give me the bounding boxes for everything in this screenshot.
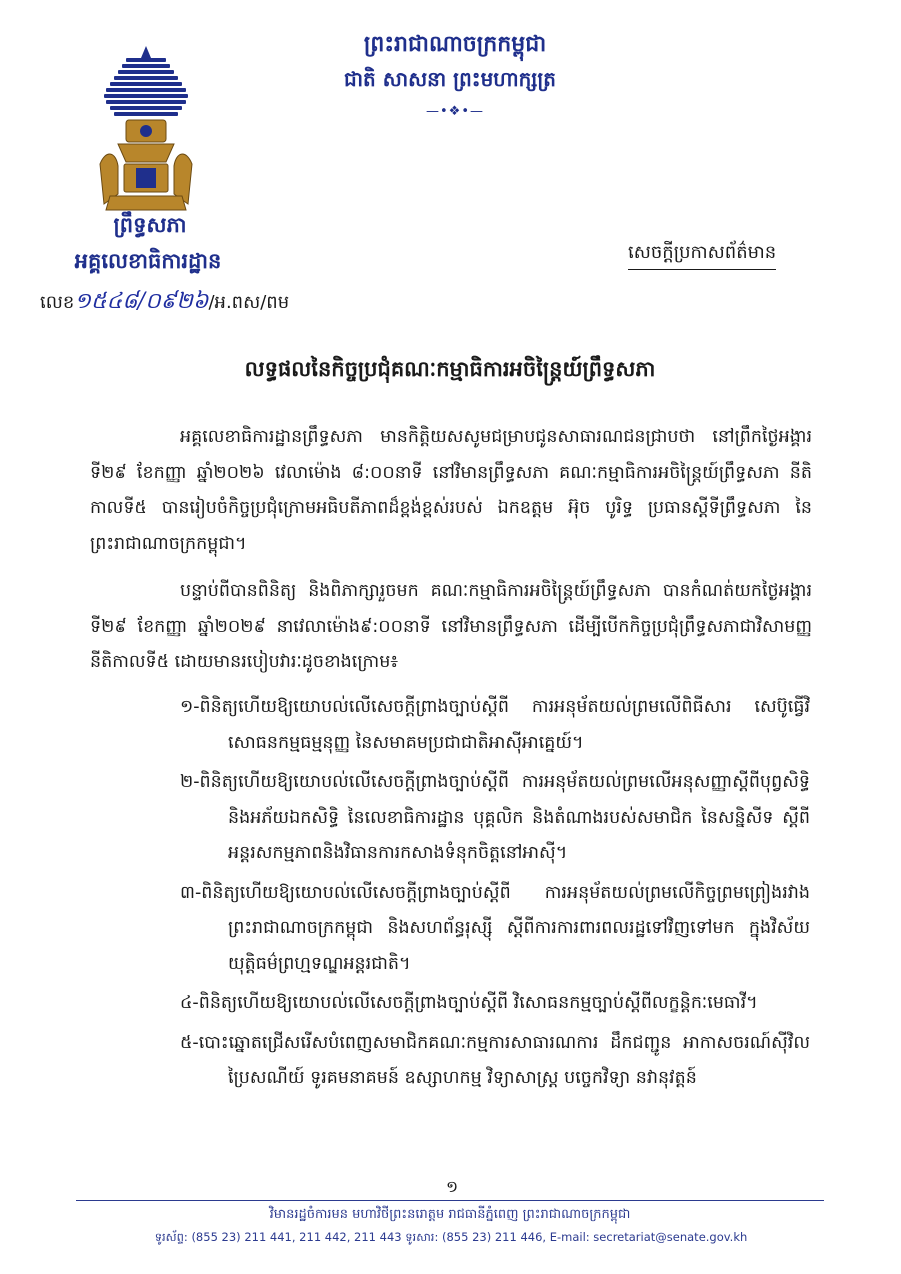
document-title: លទ្ធផលនៃកិច្ចប្រជុំគណៈកម្មាធិការអចិន្ត្រៃយ៍ព្រឹទ្ធសភា xyxy=(244,357,656,381)
agenda-list xyxy=(180,690,810,1101)
footer-divider xyxy=(76,1200,824,1201)
agenda-item: ២-ពិនិត្យហើយឱ្យយោបល់លើសេចក្តីព្រាងច្បាប់ស្តីពី ការអនុម័តយល់ព្រមលើអនុសញ្ញាស្តីពីបុព្វសិទ្ធិ និងអភ័យឯកសិទ្ធិ នៃលេខាធិការដ្ឋាន បុគ្គលិក និងតំណាងរបស់សមាជិក នៃសន្និសីទ ស្តីពីអន្តរសកម្មភាពនិងវិធានការកសាងទំនុកចិត្តនៅអាស៊ី។ xyxy=(180,772,810,863)
ref-prefix: លេខ xyxy=(40,292,75,313)
org-department: អគ្គលេខាធិការដ្ឋាន xyxy=(74,249,222,273)
body-paragraph: បន្ទាប់ពីបានពិនិត្យ និងពិភាក្សារួចមក គណៈកម្មាធិការអចិន្ត្រៃយ៍ព្រឹទ្ធសភា បានកំណត់យកថ្ងៃអង្គារ ទី២៩ ខែកញ្ញា ឆ្នាំ២០២៩ នាវេលាម៉ោង៩:០០នាទី នៅវិមានព្រឹទ្ធសភា ដើម្បីបើកកិច្ចប្រជុំព្រឹទ្ធសភាជាវិសាមញ្ញ នីតិកាលទី៥ ដោយមានរបៀបវារៈដូចខាងក្រោម៖ xyxy=(90,581,812,672)
reference-number xyxy=(40,287,289,319)
body-paragraph: អគ្គលេខាធិការដ្ឋានព្រឹទ្ធសភា មានកិត្តិយសសូមជម្រាបជូនសាធារណជនជ្រាបថា នៅព្រឹកថ្ងៃអង្គារ ទី២៩ ខែកញ្ញា ឆ្នាំ២០២៦ វេលាម៉ោង ៨:០០នាទី នៅវិមានព្រឹទ្ធសភា គណៈកម្មាធិការអចិន្ត្រៃយ៍ព្រឹទ្ធសភា នីតិកាលទី៥ បានរៀបចំកិច្ចប្រជុំក្រោមអធិបតីភាពដ៏ខ្ពង់ខ្ពស់របស់ ឯកឧត្តម អ៊ុច បូរិទ្ធ ប្រធានស្តីទីព្រឹទ្ធសភា នៃព្រះរាជាណាចក្រកម្ពុជា។ xyxy=(90,427,812,554)
page-number: ១ xyxy=(445,1177,459,1196)
ref-suffix: /អ.ពស/ពម xyxy=(208,292,290,313)
footer-contact: ទូរស័ព្ទ: (855 23) 211 441, 211 442, 211 443 ទូរសារ: (855 23) 211 446, E-mail: secretariat@senate.gov.kh xyxy=(154,1230,748,1244)
agenda-item: ១-ពិនិត្យហើយឱ្យយោបល់លើសេចក្តីព្រាងច្បាប់ស្តីពី ការអនុម័តយល់ព្រមលើពិធីសារ សេប៊ូធ្វើវិសោធនកម្មធម្មនុញ្ញ នៃសមាគមប្រជាជាតិអាស៊ីអាគ្នេយ៍។ xyxy=(180,697,810,753)
org-name: ព្រឹទ្ធសភា xyxy=(113,213,187,237)
national-motto-line1: ព្រះរាជាណាចក្រកម្ពុជា xyxy=(363,32,547,57)
agenda-item: ៤-ពិនិត្យហើយឱ្យយោបល់លើសេចក្តីព្រាងច្បាប់ស្តីពី វិសោធនកម្មច្បាប់ស្តីពីលក្ខន្តិកៈមេធាវី។ xyxy=(180,993,758,1013)
document-type: សេចក្តីប្រកាសព័ត៌មាន xyxy=(628,240,776,270)
national-motto-line2: ជាតិ សាសនា ព្រះមហាក្សត្រ xyxy=(344,67,556,91)
ref-handwritten-number: ១៥៤៨/០៩២៦ xyxy=(74,289,209,314)
royal-emblem-icon xyxy=(96,44,196,214)
footer-address: វិមានរដ្ឋចំការមន មហាវិថីព្រះនរោត្តម រាជធានីភ្នំពេញ ព្រះរាជាណាចក្រកម្ពុជា xyxy=(269,1207,631,1222)
agenda-item: ៥-បោះឆ្នោតជ្រើសរើសបំពេញសមាជិកគណៈកម្មការសាធារណការ ដឹកជញ្ជូន អាកាសចរណ៍ស៊ីវិល ប្រៃសណីយ៍ ទូរគមនាគមន៍ ឧស្សាហកម្ម វិទ្យាសាស្ត្រ បច្ចេកវិទ្យា នវានុវត្តន៍ xyxy=(180,1032,810,1088)
agenda-item: ៣-ពិនិត្យហើយឱ្យយោបល់លើសេចក្តីព្រាងច្បាប់ស្តីពី ការអនុម័តយល់ព្រមលើកិច្ចព្រមព្រៀងរវាងព្រះរាជាណាចក្រកម្ពុជា និងសហព័ន្ធរុស្ស៊ី ស្តីពីការការពារពលរដ្ឋទៅវិញទៅមក ក្នុងវិស័យយុត្តិធម៌ព្រហ្មទណ្ឌអន្តរជាតិ។ xyxy=(180,882,810,974)
motto-ornament: —•❖•— xyxy=(426,104,484,119)
